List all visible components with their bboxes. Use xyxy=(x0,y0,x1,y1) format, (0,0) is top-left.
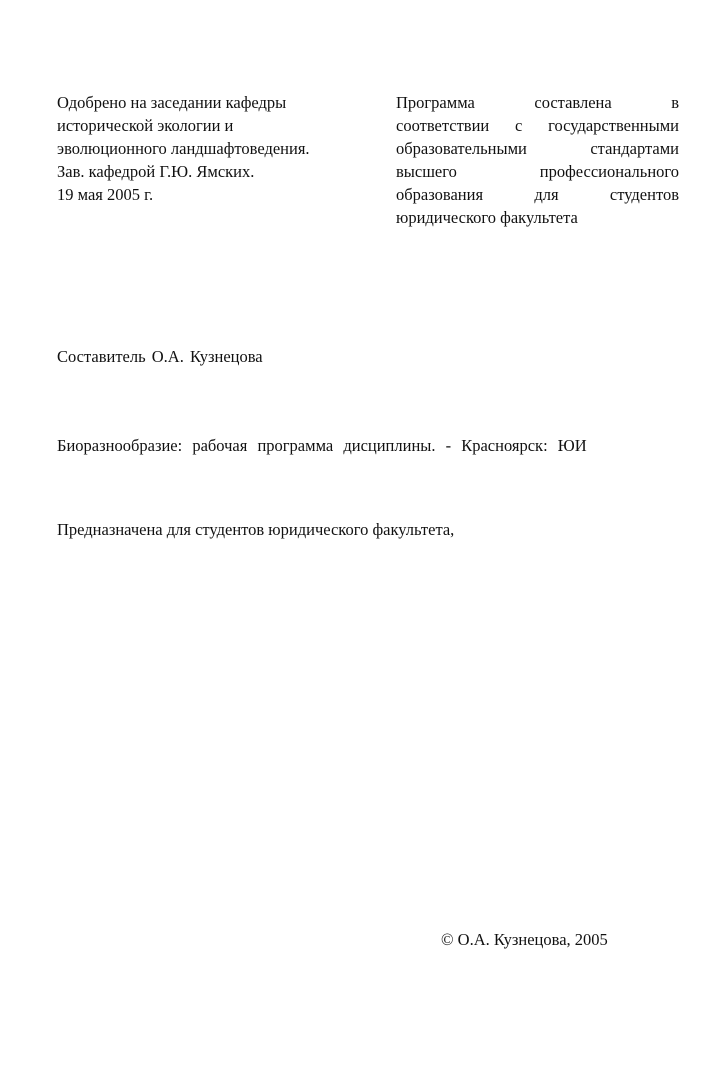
program-note-line: образования для студентов xyxy=(396,185,679,204)
approval-block xyxy=(57,91,377,206)
program-note-line: высшего профессионального xyxy=(396,162,679,181)
program-note-line: образовательными стандартами xyxy=(396,139,679,158)
program-note-line: юридического факультета xyxy=(396,208,578,227)
program-standards-note xyxy=(396,91,679,229)
approval-line: эволюционного ландшафтоведения. xyxy=(57,139,310,158)
program-note-line: соответствии с государственными xyxy=(396,116,679,135)
approval-line: Зав. кафедрой Г.Ю. Ямских. xyxy=(57,162,255,181)
approval-line: исторической экологии и xyxy=(57,116,234,135)
bibliographic-reference: Биоразнообразие: рабочая программа дисциплины. - Красноярск: ЮИ xyxy=(57,436,587,455)
approval-line: Одобрено на заседании кафедры xyxy=(57,93,287,112)
copyright-notice: © О.А. Кузнецова, 2005 xyxy=(441,930,608,949)
compiler-line: Составитель О.А. Кузнецова xyxy=(57,347,263,366)
program-note-line: Программа составлена в xyxy=(396,93,679,112)
purpose-line: Предназначена для студентов юридического факультета, xyxy=(57,520,455,539)
approval-line: 19 мая 2005 г. xyxy=(57,185,154,204)
